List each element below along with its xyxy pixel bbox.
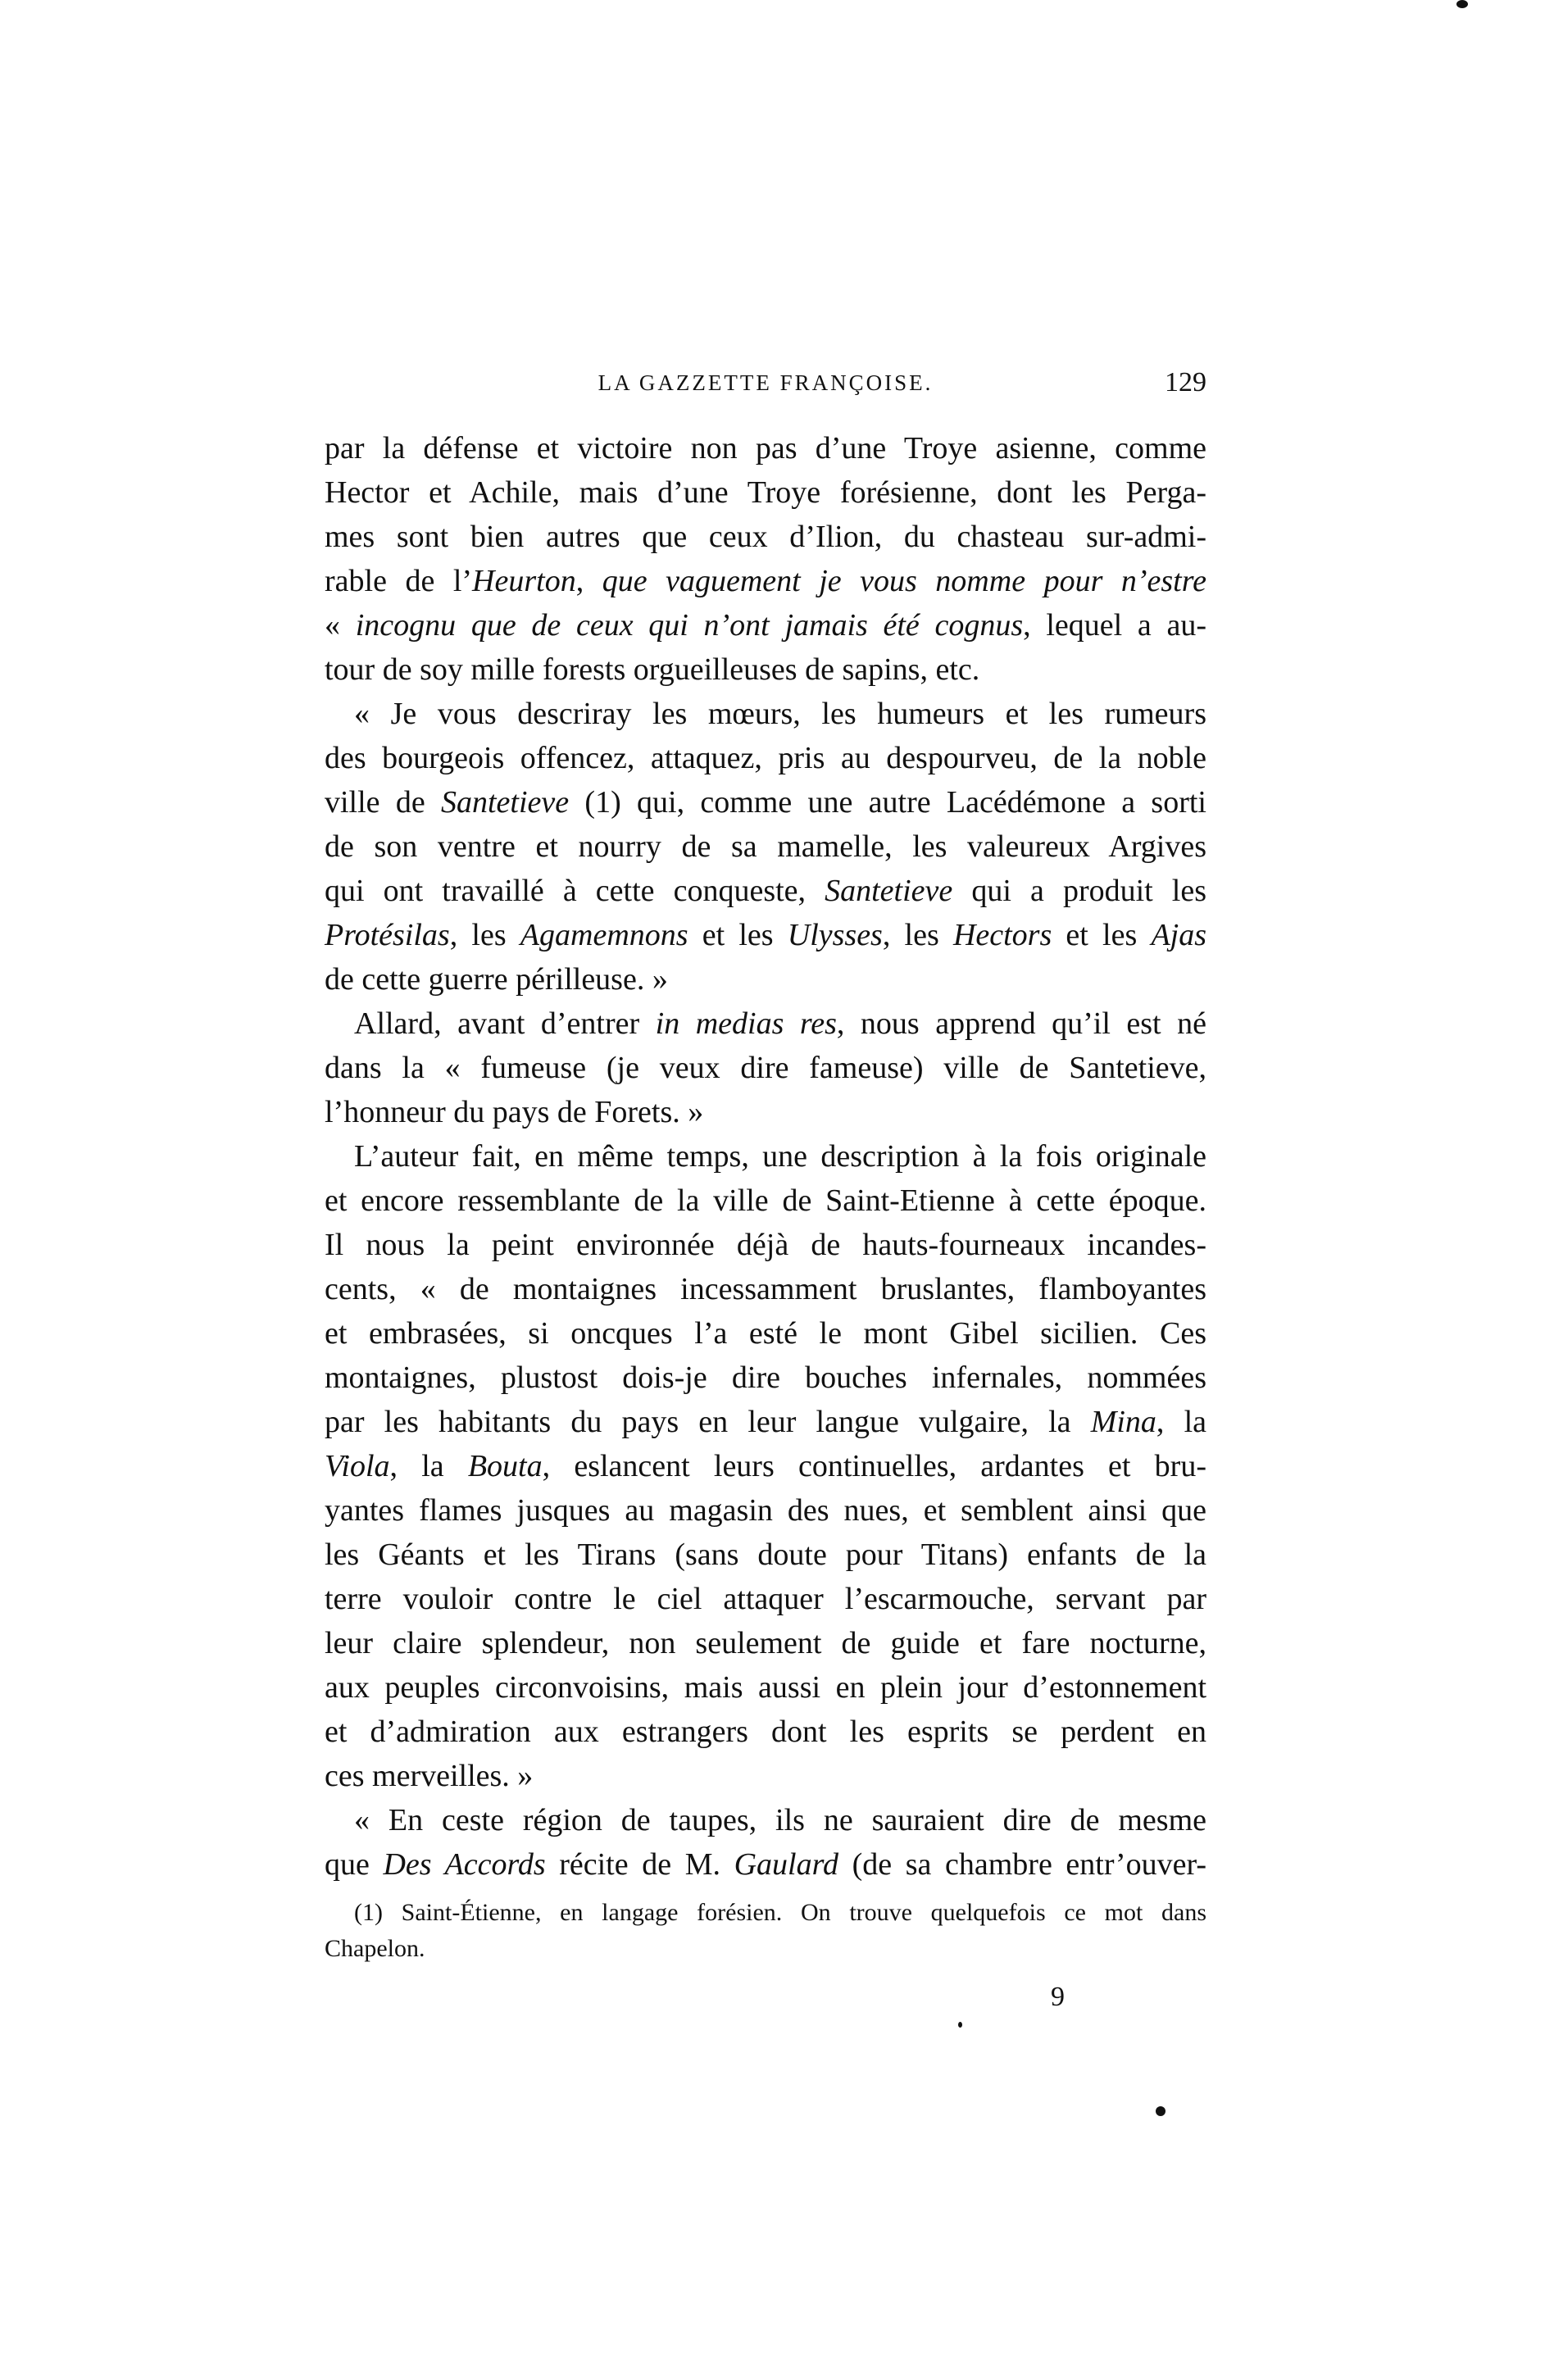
italic-text: Hectors [952,918,1052,952]
italic-text: Santetieve [440,785,570,820]
text-run: mes sont bien autres que ceux d’Ilion, du chasteau sur-admi- [325,520,1206,554]
text-line [325,515,1206,559]
ink-speck [1456,0,1468,8]
text-run: et les [688,918,788,952]
italic-text: in medias res [655,1006,837,1041]
text-line [325,647,1206,692]
text-run: yantes flames jusques au magasin des nues, et semblent ainsi que [325,1493,1206,1528]
text-run: Hector et Achile, mais d’une Troye forésienne, dont les Perga- [325,475,1206,510]
text-line [325,559,1206,603]
text-run: et d’admiration aux estrangers dont les esprits se perdent en [325,1715,1206,1749]
text-run: « En ceste région de taupes, ils ne sauraient dire de mesme [354,1803,1206,1837]
text-line [325,1223,1206,1267]
text-run: que [325,1847,384,1882]
text-line [325,1134,1206,1179]
text-line [325,1577,1206,1621]
text-line [325,1267,1206,1311]
text-run: , lequel a au- [1023,608,1206,643]
text-run: (1) Saint-Étienne, en langage forésien. On trouve quelquefois ce mot dans [354,1899,1206,1926]
running-title: LA GAZZETTE FRANÇOISE. [598,370,934,395]
ink-speck [958,2022,962,2028]
italic-text: Gaulard [734,1847,838,1882]
text-line [325,1444,1206,1488]
text-run: leur claire splendeur, non seulement de guide et fare nocturne, [325,1626,1206,1660]
italic-text: incognu que de ceux qui n’ont jamais été cognus [355,608,1024,643]
text-run: par les habitants du pays en leur langue vulgaire, la [325,1405,1091,1439]
italic-text: que vaguement je vous nomme pour n’estre [602,564,1206,598]
text-run: , les [449,918,520,952]
text-run: Chapelon. [325,1935,425,1962]
text-line [325,1356,1206,1400]
text-run: terre vouloir contre le ciel attaquer l’escarmouche, servant par [325,1582,1206,1616]
footnote-line [325,1895,1206,1931]
italic-text: Bouta [467,1449,543,1483]
text-line [325,1311,1206,1356]
text-line [325,869,1206,913]
text-line [325,780,1206,824]
text-run: tour de soy mille forests orgueilleuses de sapins, etc. [325,652,980,687]
text-run: qui a produit les [952,874,1207,908]
text-line [325,1533,1206,1577]
text-line [325,1665,1206,1710]
italic-text: Ajas [1151,918,1206,952]
running-head [325,367,1206,403]
signature-mark: 9 [1051,1982,1065,2012]
text-run: rable de l’ [325,564,473,598]
text-line [325,1488,1206,1533]
text-run: qui ont travaillé à cette conqueste, [325,874,825,908]
text-line [325,1400,1206,1444]
text-line [325,1842,1206,1887]
footnote-line [325,1931,1206,1967]
text-run: et les [1052,918,1152,952]
text-run: ces merveilles. » [325,1759,534,1793]
text-run: par la défense et victoire non pas d’une Troye asienne, comme [325,431,1206,466]
text-run: de son ventre et nourry de sa mamelle, les valeureux Argives [325,829,1206,864]
text-run: et encore ressemblante de la ville de Saint-Etienne à cette époque. [325,1183,1206,1218]
italic-text: Viola [325,1449,390,1483]
text-line [325,824,1206,869]
text-run: , [575,564,602,598]
text-line [325,470,1206,515]
page-number: 129 [1165,367,1206,397]
text-line [325,1179,1206,1223]
text-run: , la [389,1449,468,1483]
text-run: dans la « fumeuse (je veux dire fameuse) ville de Santetieve, [325,1051,1206,1085]
text-run: Allard, avant d’entrer [354,1006,656,1041]
text-run: (de sa chambre entr’ouver- [838,1847,1206,1882]
text-run: « Je vous descriray les mœurs, les humeurs et les rumeurs [354,697,1206,731]
italic-text: Agamemnons [520,918,688,952]
text-line [325,1002,1206,1046]
italic-text: Santetieve [825,874,953,908]
text-line [325,736,1206,780]
text-line [325,426,1206,470]
text-run: (1) qui, comme une autre Lacédémone a sorti [569,785,1206,820]
text-run: L’auteur fait, en même temps, une description à la fois originale [354,1139,1206,1174]
ink-speck [1156,2106,1166,2116]
text-line [325,1710,1206,1754]
text-run: aux peuples circonvoisins, mais aussi en plein jour d’estonnement [325,1670,1206,1705]
text-line [325,1621,1206,1665]
text-line [325,1754,1206,1798]
text-run: et embrasées, si oncques l’a esté le mont Gibel sicilien. Ces [325,1316,1206,1351]
italic-text: Ulysses [787,918,883,952]
text-run: Il nous la peint environnée déjà de hauts-fourneaux incandes- [325,1228,1206,1262]
text-run: « [325,608,356,643]
text-run: cents, « de montaignes incessamment bruslantes, flamboyantes [325,1272,1206,1306]
italic-text: Des Accords [383,1847,546,1882]
text-run: les Géants et les Tirans (sans doute pour Titans) enfants de la [325,1537,1206,1572]
text-run: , la [1156,1405,1206,1439]
text-line [325,957,1206,1002]
italic-text: Protésilas [325,918,450,952]
footnote [325,1895,1206,1967]
text-line [325,692,1206,736]
italic-text: Heurton [472,564,576,598]
text-run: , eslancent leurs continuelles, ardantes et bru- [542,1449,1206,1483]
text-line [325,1090,1206,1134]
italic-text: Mina [1090,1405,1156,1439]
text-line [325,603,1206,647]
body-text [325,426,1206,1887]
text-run: récite de M. [545,1847,734,1882]
text-run: de cette guerre périlleuse. » [325,962,668,997]
text-run: l’honneur du pays de Forets. » [325,1095,704,1129]
text-run: montaignes, plustost dois-je dire bouches infernales, nommées [325,1360,1206,1395]
text-run: , nous apprend qu’il est né [836,1006,1206,1041]
text-run: ville de [325,785,441,820]
text-run: des bourgeois offencez, attaquez, pris au despourveu, de la noble [325,741,1206,775]
text-line [325,913,1206,957]
text-line [325,1798,1206,1842]
text-run: , les [882,918,953,952]
text-line [325,1046,1206,1090]
